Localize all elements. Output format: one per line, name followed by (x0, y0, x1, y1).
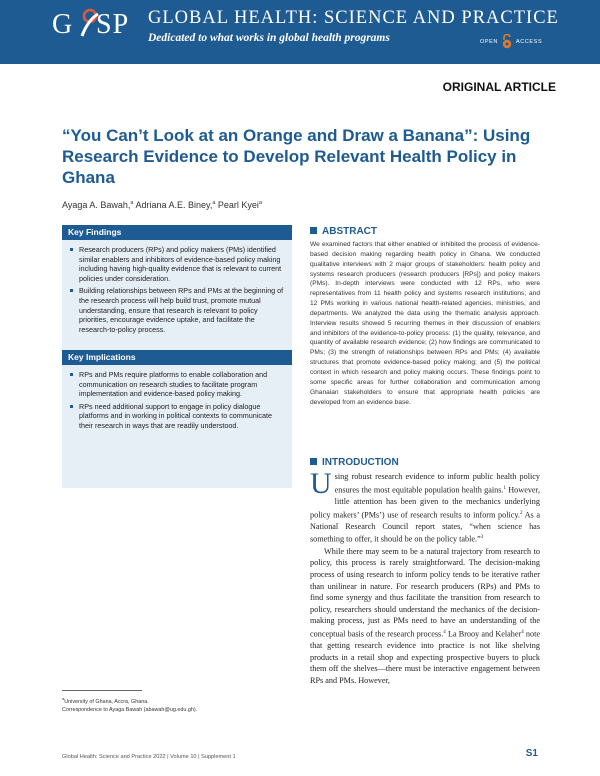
key-finding-item: Building relationships between RPs and PMs at the beginning of the research process will help build trust, promote mutual understanding, ensure that research is relevant to policy priorities, encourage evidence uptake, and facilitate the research-to-policy process. (70, 286, 284, 334)
abstract-heading-text: ABSTRACT (322, 226, 377, 237)
author-name[interactable]: Adriana A.E. Biney, (133, 200, 213, 210)
author-affiliation-mark: a (212, 200, 216, 206)
affiliation-note (62, 695, 292, 706)
footnote-divider (62, 690, 142, 691)
intro-text-run: La Brooy and Kelaher (445, 629, 522, 639)
svg-text:SP: SP (96, 9, 130, 40)
reference-link[interactable]: 1 (503, 485, 506, 491)
intro-text-run: While there may seem to be a natural trajectory from research to policy, this process is rarely straightforward. The decision-making process of using research to inform policy tends to be iterative rather than unilinear in nature. For research producers (RPs) and PMs to find some synergy and thus facilitate the transition from research to policy, researchers should understand the mechanics of the decision-making process, just as PMs need to have an understanding of the conceptual basis of the research process. (310, 546, 540, 639)
author-affiliation-mark: a (130, 200, 134, 206)
footnote (62, 695, 292, 714)
reference-link[interactable]: 4 (521, 629, 524, 635)
article-type-label: ORIGINAL ARTICLE (442, 80, 556, 94)
key-implications-heading: Key Implications (62, 350, 292, 365)
section-square-icon (310, 458, 317, 465)
key-implication-item: RPs and PMs require platforms to enable collaboration and communication on research studies to facilitate program implementation and evidence-based policy making. (70, 370, 284, 399)
key-findings-panel (62, 225, 292, 488)
reference-link[interactable]: 4 (443, 629, 446, 635)
drop-cap: U (310, 467, 332, 500)
journal-banner (0, 0, 600, 64)
intro-paragraph (310, 467, 541, 546)
abstract-body: We examined factors that either enabled or inhibited the process of evidence-based decision making regarding health policy in Ghana. We conducted qualitative interviews with 2 major groups of stakeholders: health policy and systems research producers (research producers [RPs]) and policy makers (PMs). In-depth interviews were conducted with 12 RPs, who were representatives from 11 health policy and systems research institutions; and 12 PMs working in various national health-related agencies, ministries, and departments. We analyzed the data using the thematic analysis approach. Interview results showed 5 recurring themes in their discussion of enablers and inhibitors of the evidence-to-policy process: (1) the quality, relevance, and quantity of available research evidence; (2) how findings are communicated to PMs; (3) the strength of relationships between RPs and PMs; (4) available structures that promote evidence-based policy making; and (5) the political context in which research and policy making occurs. These findings point to some specific areas for further collaboration and communication among Ghanaian stakeholders to ensure that appropriate health policies are developed from an evidence base. (310, 241, 540, 406)
author-affiliation-mark: a (258, 200, 262, 206)
abstract-heading (310, 226, 377, 237)
svg-text:G: G (52, 9, 74, 40)
affiliation-text: University of Ghana, Accra, Ghana. (64, 698, 149, 705)
logo-text (56, 8, 134, 39)
open-access-badge[interactable] (480, 34, 542, 49)
journal-tagline: Dedicated to what works in global health programs (148, 32, 390, 44)
journal-logo[interactable] (52, 6, 138, 40)
author-list (62, 200, 262, 210)
section-square-icon (310, 227, 317, 234)
open-label: OPEN (480, 38, 498, 45)
key-findings-list (70, 245, 284, 337)
reference-link[interactable]: 2 (519, 510, 523, 516)
key-implication-item: RPs need additional support to engage in policy dialogue platforms and in working in political contexts to communicate their research in ways that are readily understood. (70, 402, 284, 431)
author-name[interactable]: Ayaga A. Bawah, (62, 200, 131, 210)
reference-link[interactable]: 3 (480, 535, 484, 541)
introduction-heading-text: INTRODUCTION (322, 457, 399, 468)
page-number: S1 (525, 748, 538, 759)
correspondence-note[interactable]: Correspondence to Ayaga Bawah (abawah@ug.edu.gh). (62, 706, 198, 713)
intro-text-run: note that getting research evidence into practice is not like shelving products in a retail shop and expecting prospective buyers to pluck them off the shelves—there must be interactive engagement between RPs and PMs. However, (310, 629, 540, 686)
access-label: ACCESS (516, 38, 543, 45)
open-access-lock-icon (501, 34, 513, 49)
key-implications-list (70, 370, 284, 434)
introduction-body (310, 467, 541, 687)
key-findings-heading: Key Findings (62, 225, 292, 240)
intro-text-run: As a National Research Council report states, “when science has something to offer, it should be on the policy table.” (310, 510, 540, 545)
article-title: “You Can’t Look at an Orange and Draw a Banana”: Using Research Evidence to Develop Relevant Health Policy in Ghana (62, 126, 531, 187)
page-footer-citation: Global Health: Science and Practice 2022 | Volume 10 | Supplement 1 (62, 754, 236, 760)
journal-name[interactable]: GLOBAL HEALTH: SCIENCE AND PRACTICE (148, 8, 559, 28)
affiliation-mark: a (62, 696, 65, 701)
key-finding-item: Research producers (RPs) and policy makers (PMs) identified similar enablers and inhibitors of evidence-based policy making including having high-quality evidence that is relevant to current policies under consideration. (70, 245, 284, 283)
intro-paragraph (310, 546, 540, 687)
intro-text-run: However, little attention has been given to the mechanics underlying policy makers’ (PMs’) use of research results to inform policy. (310, 485, 541, 520)
author-name[interactable]: Pearl Kyei (215, 200, 259, 210)
intro-text-run: sing robust research evidence to inform public health policy ensures the most equitable population health gains. (334, 472, 540, 495)
